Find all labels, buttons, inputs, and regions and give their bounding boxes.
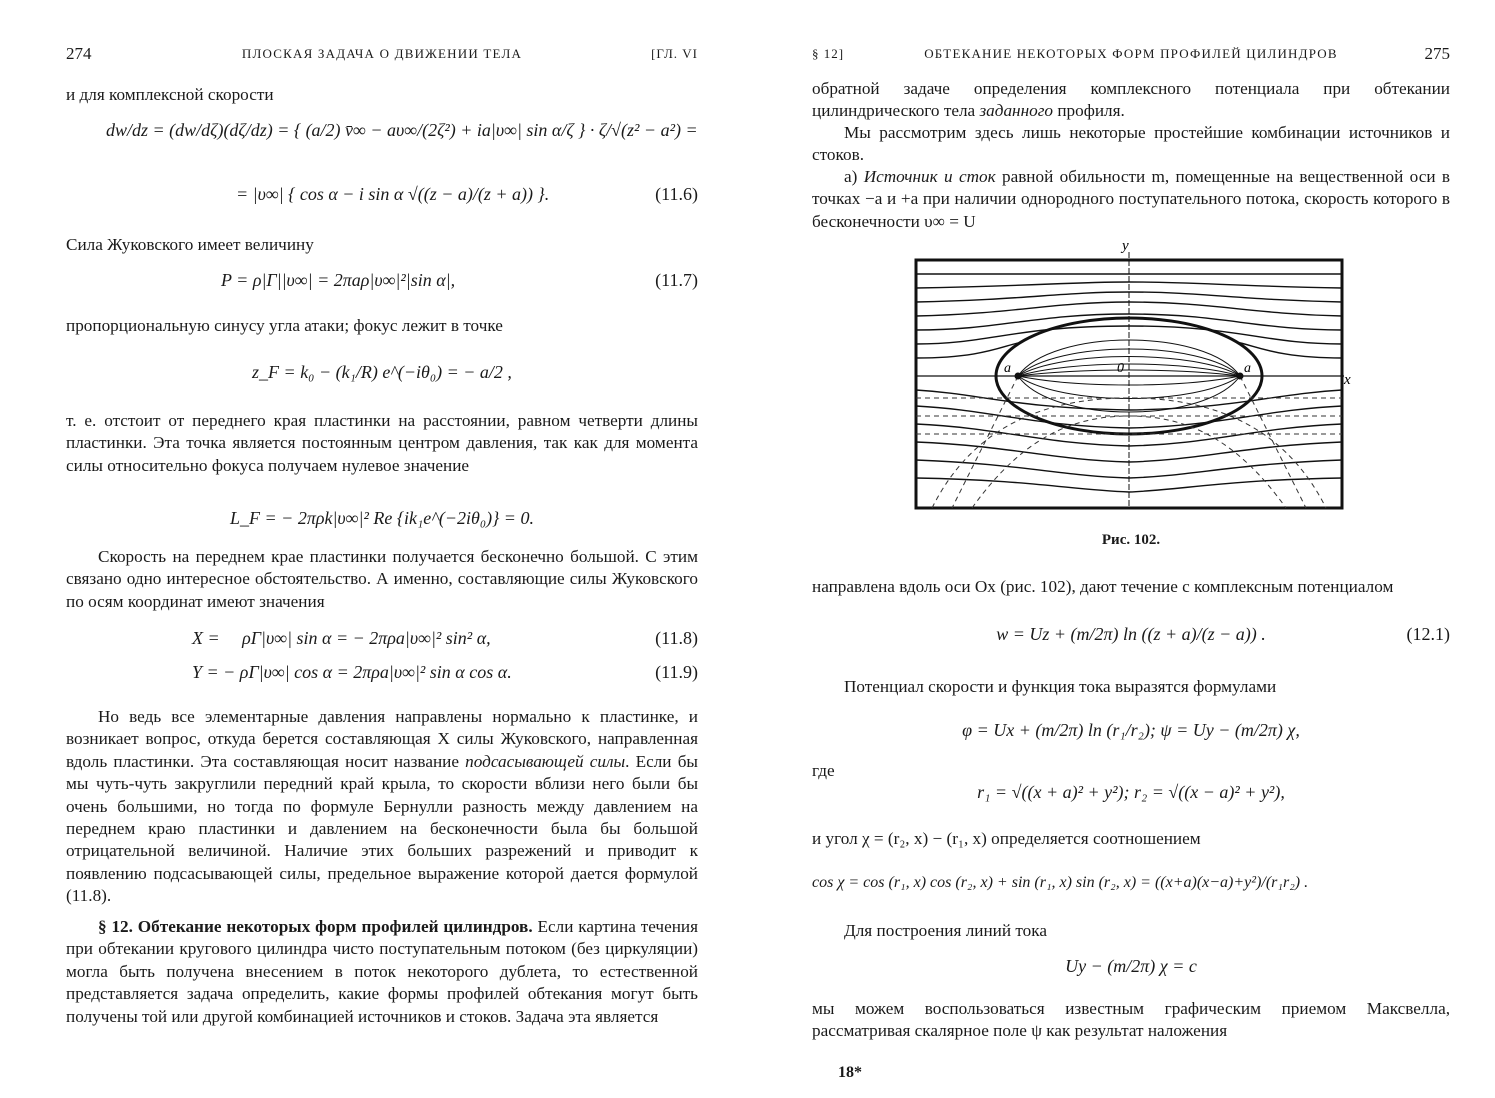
section-ref: § 12] (812, 46, 845, 61)
origin-label: 0 (1117, 361, 1124, 376)
equation-11-6-line1: dw/dz = (dw/dζ)(dζ/dz) = { (a/2) v̄∞ − aυ∞/(2ζ²) + ia|υ∞| sin α/ζ } · ζ/√(z² − a²) = (106, 120, 698, 140)
equation-phi-psi: φ = Ux + (m/2π) ln (r₁/r₂); ψ = Uy − (m/2π) χ, (962, 720, 1300, 740)
y-axis-label: y (1122, 238, 1129, 254)
equation-number: (11.6) (655, 184, 698, 204)
equation-11-9 (192, 662, 698, 683)
equation-focus: z_F = k₀ − (k₁/R) e^(−iθ₀) = − a/2 , (252, 362, 512, 382)
right-running-header (812, 46, 1450, 66)
italic-term: подсасывающей силы (465, 751, 626, 771)
equation-11-8 (192, 628, 698, 649)
paragraph-text: профиля. (1053, 101, 1125, 121)
source-point (1015, 373, 1022, 380)
paragraph: мы можем воспользоваться известным графическим приемом Максвелла, рассматривая скалярное поле ψ как результат наложения (812, 999, 1450, 1041)
streamline-figure (912, 238, 1352, 513)
equation-number: (12.1) (1406, 624, 1450, 644)
italic-term: Источник и сток (863, 167, 996, 186)
section-paragraph (66, 916, 698, 1028)
paragraph (812, 166, 1450, 233)
right-page (812, 0, 1450, 1098)
equation-r: r₁ = √((x + a)² + y²); r₂ = √((x − a)² + y²), (977, 782, 1285, 802)
a-left-label: a (1004, 361, 1011, 376)
equation-11-9-text: Y = − ρΓ|υ∞| cos α = 2πρa|υ∞|² sin α cos α. (192, 662, 512, 682)
x-axis-label: x (1344, 372, 1351, 388)
equation-cos: cos χ = cos (r₁, x) cos (r₂, x) + sin (r₁, x) sin (r₂, x) = ((x+a)(x−a)+y²)/(r₁r₂) . (812, 874, 1309, 891)
paragraph-text: Если картина течения при обтекании кругового цилиндра чисто поступательным потоком (без циркуляции) могла быть получена внесением в поток некоторого дублета, то естественной представляется задача определить, какие формы профилей обтекания могут быть получены той или другой комбинацией источников и стоков. Задача эта является (66, 917, 698, 1026)
page-number: 274 (66, 44, 92, 63)
zhukovsky-intro: Сила Жуковского имеет величину (66, 235, 314, 254)
paragraph-text: Но ведь все элементарные давления направлены нормально к пластинке, и возникает вопрос, откуда берется составляющая X силы Жуковского, направленная вдоль пластинки. Эта составляющая носит название (66, 707, 698, 771)
equation-number: (11.9) (655, 662, 698, 682)
paragraph (66, 706, 698, 908)
paragraph-text: . Если бы мы чуть-чуть закруглили передний край крыла, то скорости вблизи него были бы очень большими, но тогда по формуле Бернулли разность между давлением на переднем краю пластинки и давлением на бесконечности была бы большой отрицательной величиной. Наличие этих больших разрежений и приводит к появлению подсасывающей силы, предельное выражение которой дается формулой (11.8). (66, 751, 698, 906)
paragraph: Потенциал скорости и функция тока выразятся формулами (844, 677, 1277, 696)
sink-point (1237, 373, 1244, 380)
paragraph: направлена вдоль оси Ox (рис. 102), дают течение с комплексным потенциалом (812, 577, 1394, 596)
italic-term: заданного (979, 101, 1054, 121)
paragraph: Скорость на переднем крае пластинки получается бесконечно большой. С этим связано одно интересное обстоятельство. А именно, составляющие силы Жуковского по осям координат имеют значения (66, 547, 698, 611)
running-title: ПЛОСКАЯ ЗАДАЧА О ДВИЖЕНИИ ТЕЛА (241, 46, 523, 61)
equation-number: (11.8) (655, 628, 698, 648)
chapter-ref: [ГЛ. VI (651, 46, 698, 61)
paragraph: т. е. отстоит от переднего края пластинки на расстоянии, равном четверти длины пластинки. Эта точка является постоянным центром давления, так как для момента силы относительно фокуса получаем нулевое значение (66, 411, 698, 475)
left-page (66, 0, 698, 1098)
where-word: где (812, 761, 835, 780)
paragraph: Для построения линий тока (844, 921, 1047, 940)
equation-stream: Uy − (m/2π) χ = c (1065, 956, 1197, 976)
left-running-header (66, 46, 698, 66)
equation-number: (11.7) (655, 270, 698, 290)
paragraph-text: равной обильности m, помещенные на вещественной оси в точках −a и +a при наличии однородного поступательного потока, скорость которого в бесконечности υ∞ = U (812, 167, 1450, 231)
equation-12-1-text: w = Uz + (m/2π) ln ((z + a)/(z − a)) . (996, 624, 1266, 644)
equation-11-7 (221, 270, 698, 291)
paragraph-text: а) (844, 167, 864, 186)
equation-11-6-text: = |υ∞| { cos α − i sin α √((z − a)/(z + a)) }. (236, 184, 550, 204)
paragraph: и угол χ = (r₂, x) − (r₁, x) определяется соотношением (812, 829, 1201, 848)
equation-LF: L_F = − 2πρk|υ∞|² Re {ik₁e^(−2iθ₀)} = 0. (230, 508, 534, 528)
intro-line: и для комплексной скорости (66, 85, 274, 104)
equation-11-8-text: X = ρΓ|υ∞| sin α = − 2πρa|υ∞|² sin² α, (192, 628, 491, 648)
section-heading: § 12. Обтекание некоторых форм профилей цилиндров. (98, 917, 533, 936)
paragraph-text: обратной задаче определения комплексного потенциала при обтекании цилиндрического тела (812, 79, 1450, 121)
focus-text: пропорциональную синусу угла атаки; фокус лежит в точке (66, 316, 503, 335)
figure-caption: Рис. 102. (1101, 532, 1161, 548)
equation-11-6-line2 (236, 184, 698, 205)
signature-mark: 18* (838, 1064, 862, 1081)
a-right-label: a (1244, 361, 1251, 376)
paragraph: Мы рассмотрим здесь лишь некоторые простейшие комбинации источников и стоков. (812, 123, 1450, 165)
equation-11-7-text: P = ρ|Γ||υ∞| = 2πaρ|υ∞|²|sin α|, (221, 270, 456, 290)
paragraph (812, 78, 1450, 123)
page-number: 275 (1424, 44, 1450, 63)
running-title: ОБТЕКАНИЕ НЕКОТОРЫХ ФОРМ ПРОФИЛЕЙ ЦИЛИНДРОВ (924, 46, 1338, 61)
equation-12-1 (812, 624, 1450, 645)
